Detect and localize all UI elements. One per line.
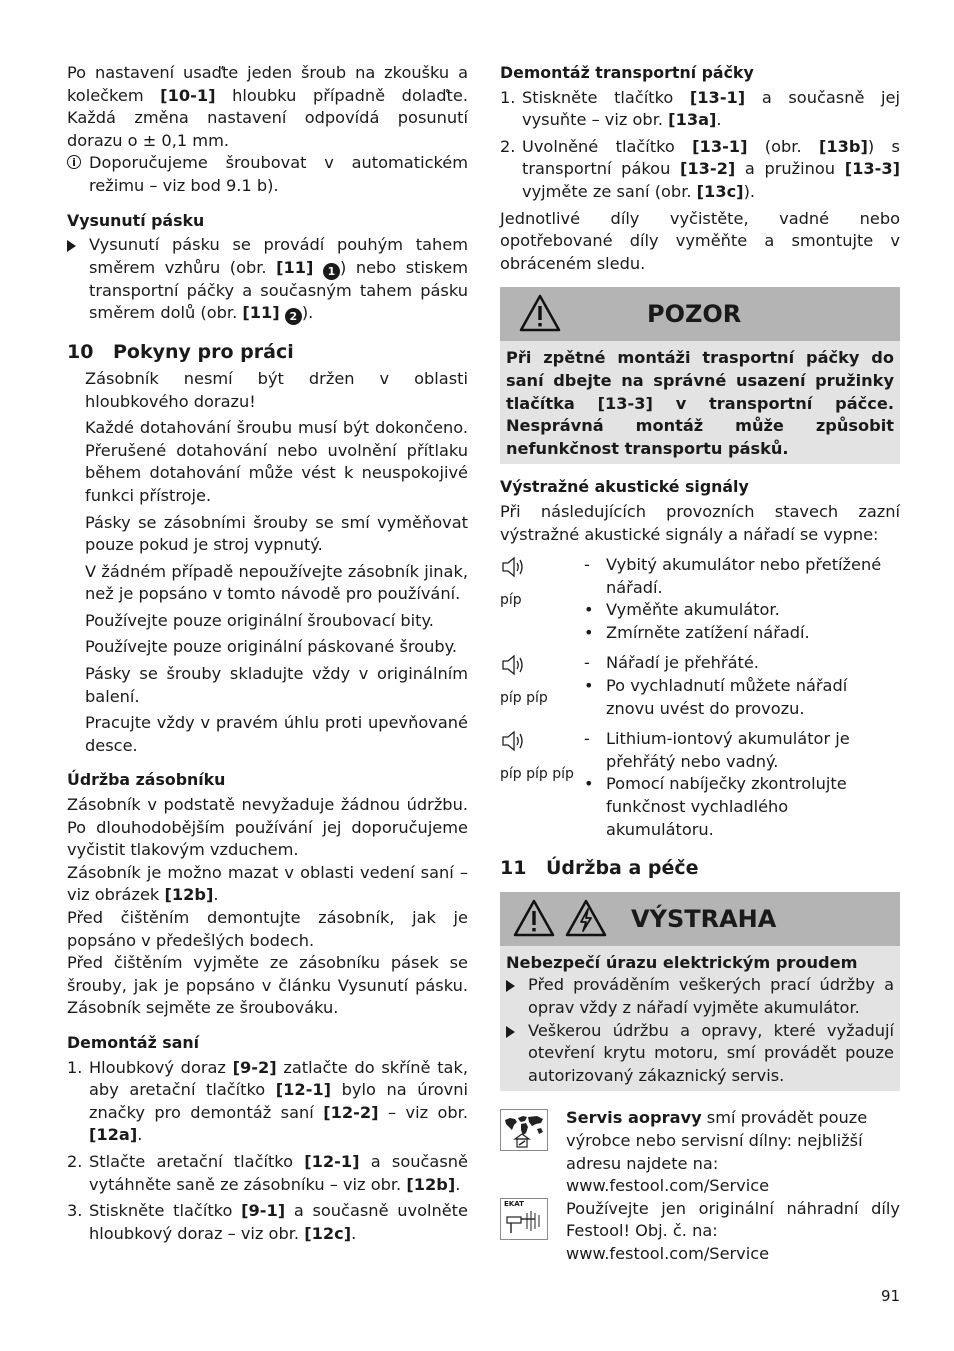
- signal-1: píp - Vybitý akumulátor nebo přetížené nářadí. • Vyměňte akumulátor. • Zmírněte zatížení nářadí.: [500, 555, 882, 642]
- work-note-1: Zásobník nesmí být držen v oblasti hloubkového dorazu!: [85, 368, 468, 411]
- section-11-heading: 11 Údržba a péče: [500, 857, 699, 880]
- info-note: i Doporučujeme šroubovat v automatickém režimu – viz bod 9.1 b).: [67, 152, 468, 197]
- maintenance-heading: Údržba zásobníku: [67, 770, 226, 790]
- parts-block: [500, 1198, 900, 1266]
- slide-heading: Demontáž saní: [67, 1032, 200, 1052]
- pozor-text: Při zpětné montáži trasportní páčky do saní dbejte na správné usazení pružinky tlačítka [13-3] v transportní páčce. Nesprávná montáž může způsobit nefunkčnost transportu pásků.: [506, 348, 894, 458]
- maintenance-text-3: Před čištěním demontujte zásobník, jak je popsáno v předešlých bodech.: [67, 908, 468, 950]
- signals-intro: Při následujících provozních stavech zazní výstražné akustické signály a nářadí se vypne:: [500, 501, 900, 544]
- triangle-bullet-icon: [506, 980, 515, 992]
- transport-step-2: 2. Uvolněné tlačítko [13-1] (obr. [13b]) s transportní pákou [13-2] a pružinou [13-3] vyjměte ze saní (obr. [13c]).: [500, 136, 901, 201]
- signals-heading: Výstražné akustické signály: [500, 477, 749, 497]
- vystraha-item-1: Před prováděním veškerých prací údržby a oprav vždy z nářadí vyjměte akumulátor.: [506, 974, 894, 1019]
- vystraha-box: [500, 892, 900, 1092]
- maintenance-text-1: Zásobník v podstatě nevyžaduje žádnou údržbu. Po dlouhodobějším používání jej doporučujeme vyčistit tlakovým vzduchem.: [67, 795, 468, 860]
- work-note-2: Každé dotahování šroubu musí být dokončeno. Přerušené dotahování nebo uvolnění přítlaku během dotahování může vést k neuspokojivé funkci přístroje.: [85, 418, 468, 505]
- world-service-icon: [500, 1109, 548, 1151]
- pozor-box: [500, 287, 900, 464]
- pozor-title: POZOR: [647, 300, 742, 329]
- section-10-heading: 10 Pokyny pro práci: [67, 341, 294, 364]
- slide-step-3: 3. Stiskněte tlačítko [9-1] a současně uvolněte hloubkový doraz – viz obr. [12c].: [67, 1201, 468, 1243]
- warning-triangle-icon: [518, 293, 562, 333]
- slide-step-1: 1. Hloubkový doraz [9-2] zatlačte do skříně tak, aby aretační tlačítko [12-1] bylo na úrovni značky pro demontáž saní [12-2] – viz obr. [12a].: [67, 1057, 468, 1145]
- signal-3: píp píp píp - Lithium-iontový akumulátor je přehřátý nebo vadný. • Pomocí nabíječky zkontrolujte funkčnost vychladlého akumulátoru.: [500, 729, 850, 839]
- maintenance-text-4: Před čištěním vyjměte ze zásobníku pásek se šrouby, jak je popsáno v článku Vysunutí pásku. Zásobník sejměte ze šroubováku.: [67, 953, 468, 1018]
- vystraha-subtitle: Nebezpečí úrazu elektrickým proudem: [506, 952, 858, 972]
- service-label: Servis aopravy: [566, 1108, 702, 1128]
- intro-paragraph: Po nastavení usaďte jeden šroub na zkoušku a kolečkem [10-1] hloubku případně dolaďte. Každá změna nastavení odpovídá posunutí dorazu o ± 0,1 mm.: [67, 63, 468, 150]
- signal-2: píp píp - Nářadí je přehřáté. • Po vychladnutí můžete nářadí znovu uvést do provozu.: [500, 653, 848, 718]
- triangle-bullet-icon: [506, 1026, 515, 1038]
- work-note-3: Pásky se zásobními šrouby se smí vyměňovat pouze pokud je stroj vypnutý.: [85, 512, 468, 555]
- speaker-icon: [500, 728, 526, 754]
- parts-url[interactable]: www.festool.com/Service: [566, 1243, 770, 1263]
- parts-text: Používejte jen originální náhradní díly Festool! Obj. č. na:: [566, 1198, 900, 1241]
- ekat-parts-icon: EKAT: [500, 1198, 548, 1240]
- transport-step-1: 1. Stiskněte tlačítko [13-1] a současně jej vysuňte – viz obr. [13a].: [500, 87, 900, 130]
- electric-hazard-icon: [564, 898, 608, 938]
- maintenance-text-2: Zásobník je možno mazat v oblasti vedení saní – viz obrázek [12b].: [67, 862, 468, 905]
- transport-heading: Demontáž transportní páčky: [500, 63, 754, 82]
- clean-text: Jednotlivé díly vyčistěte, vadné nebo opotřebované díly vyměňte a smontujte v obráceném sledu.: [500, 208, 900, 273]
- work-note-5: Používejte pouze originální šroubovací bity.: [85, 610, 434, 630]
- step-1-icon: 1: [323, 263, 340, 280]
- slide-step-2: 2. Stlačte aretační tlačítko [12-1] a současně vytáhněte saně ze zásobníku – viz obr. [12b].: [67, 1151, 469, 1194]
- service-block: Servis aopravy smí provádět pouze výrobce nebo servisní dílny: nejbližší adresu najdete na: www.festool.com/Service: [500, 1107, 900, 1197]
- vystraha-title: VÝSTRAHA: [631, 904, 777, 933]
- work-note-6: Používejte pouze originální páskované šrouby.: [85, 637, 458, 657]
- step-2-icon: 2: [285, 308, 302, 325]
- page-number: 91: [881, 1287, 901, 1305]
- warning-triangle-icon: [512, 898, 556, 938]
- work-note-4: V žádném případě nepoužívejte zásobník jinak, než je popsáno v tomto návodě pro používání.: [85, 561, 468, 604]
- vystraha-item-2: Veškerou údržbu a opravy, které vyžadují otevření krytu motoru, smí provádět pouze autorizovaný zákaznický servis.: [506, 1020, 894, 1088]
- tape-heading: Vysunutí pásku: [67, 210, 205, 230]
- right-column: [500, 62, 900, 1266]
- work-note-8: Pracujte vždy v pravém úhlu proti upevňované desce.: [85, 713, 468, 755]
- work-note-7: Pásky se šrouby skladujte vždy v originálním balení.: [85, 664, 468, 706]
- info-icon: i: [67, 155, 81, 169]
- triangle-bullet-icon: [67, 240, 76, 252]
- speaker-icon: [500, 652, 526, 678]
- service-url[interactable]: www.festool.com/Service: [566, 1176, 770, 1196]
- speaker-icon: [500, 554, 526, 580]
- tape-item: Vysunutí pásku se provádí pouhým tahem směrem vzhůru (obr. [11] 1 ) nebo stiskem transportní páčky a současným tahem pásku směrem dolů (obr. [11] 2 ).: [67, 234, 468, 325]
- left-column: [67, 62, 468, 1249]
